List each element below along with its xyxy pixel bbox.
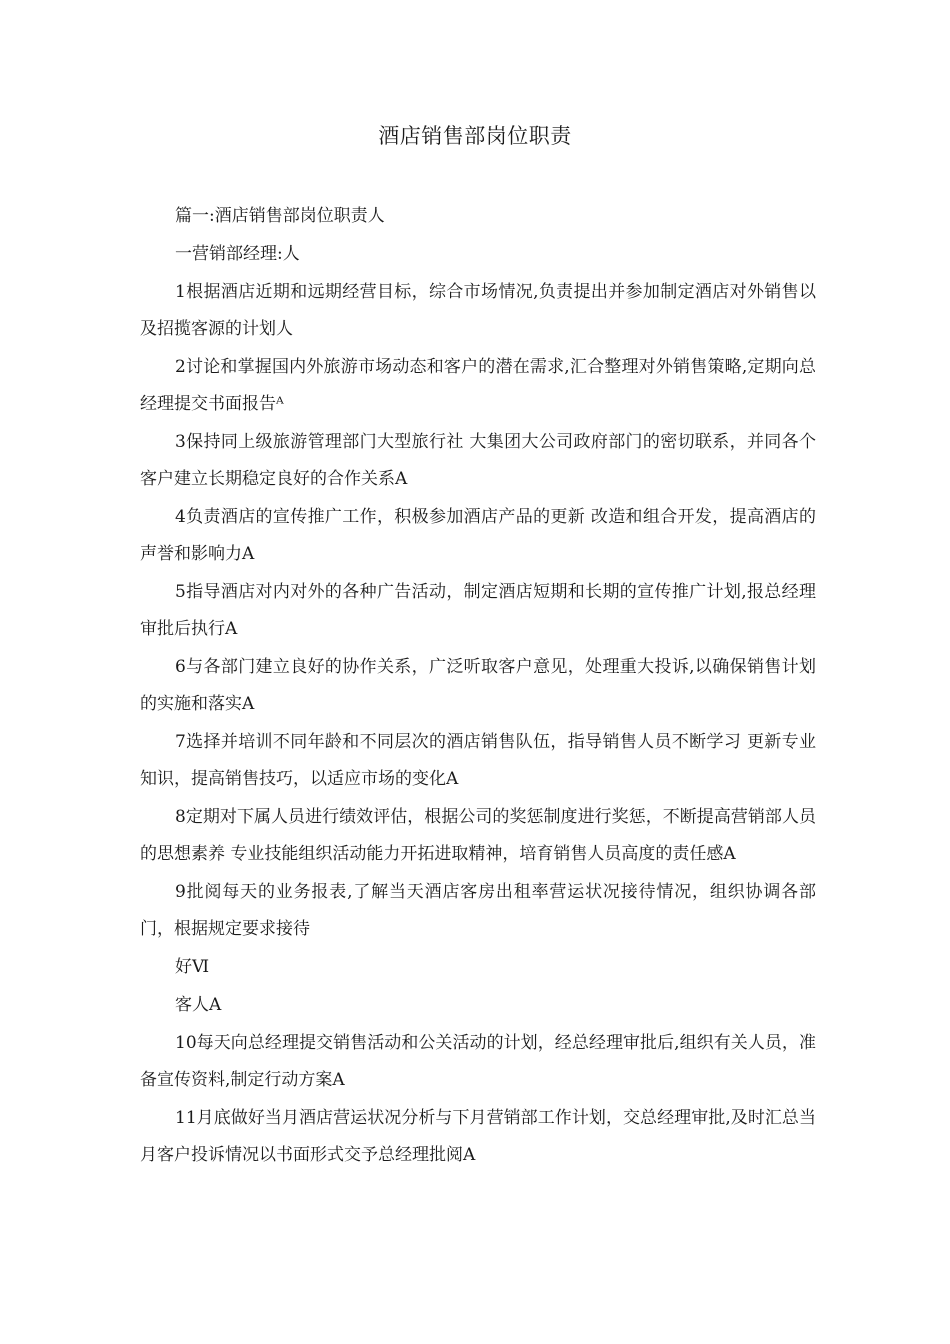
duty-item-10: 10每天向总经理提交销售活动和公关活动的计划，经总经理审批后,组织有关人员，准备宣传资料,制定行动方案A	[140, 1033, 816, 1090]
duty-item-4: 4负责酒店的宣传推广工作，积极参加酒店产品的更新 改造和组合开发，提高酒店的声誉和影响力A	[140, 507, 816, 564]
duty-item-9-fragment-a: 好Ⅵ	[175, 957, 210, 977]
document-title: 酒店销售部岗位职责	[378, 124, 572, 148]
duty-item-2: 2讨论和掌握国内外旅游市场动态和客户的潜在需求,汇合整理对外销售策略,定期向总经理提交书面报告ᴬ	[140, 357, 816, 414]
duty-item-11: 11月底做好当月酒店营运状况分析与下月营销部工作计划，交总经理审批,及时汇总当月客户投诉情况以书面形式交予总经理批阅A	[140, 1108, 816, 1165]
duty-item-9-fragment-b: 客人A	[175, 995, 222, 1015]
document-body	[140, 198, 816, 1175]
duty-item-3: 3保持同上级旅游管理部门大型旅行社 大集团大公司政府部门的密切联系，并同各个客户建立长期稳定良好的合作关系A	[140, 432, 816, 489]
duty-item-8: 8定期对下属人员进行绩效评估，根据公司的奖惩制度进行奖惩，不断提高营销部人员的思想素养 专业技能组织活动能力开拓进取精神，培育销售人员高度的责任感A	[140, 807, 816, 864]
duty-item-5: 5指导酒店对内对外的各种广告活动，制定酒店短期和长期的宣传推广计划,报总经理审批后执行A	[140, 582, 816, 639]
duty-item-9: 9批阅每天的业务报表,了解当天酒店客房出租率营运状况接待情况，组织协调各部门，根据规定要求接待	[140, 882, 816, 939]
role-heading: 一营销部经理:人	[175, 244, 300, 264]
section-heading: 篇一:酒店销售部岗位职责人	[175, 206, 385, 226]
duty-item-7: 7选择并培训不同年龄和不同层次的酒店销售队伍，指导销售人员不断学习 更新专业知识，提高销售技巧，以适应市场的变化A	[140, 732, 816, 789]
duty-item-1: 1根据酒店近期和远期经营目标，综合市场情况,负责提出并参加制定酒店对外销售以及招揽客源的计划人	[140, 282, 816, 339]
duty-item-6: 6与各部门建立良好的协作关系，广泛听取客户意见，处理重大投诉,以确保销售计划的实施和落实A	[140, 657, 816, 714]
